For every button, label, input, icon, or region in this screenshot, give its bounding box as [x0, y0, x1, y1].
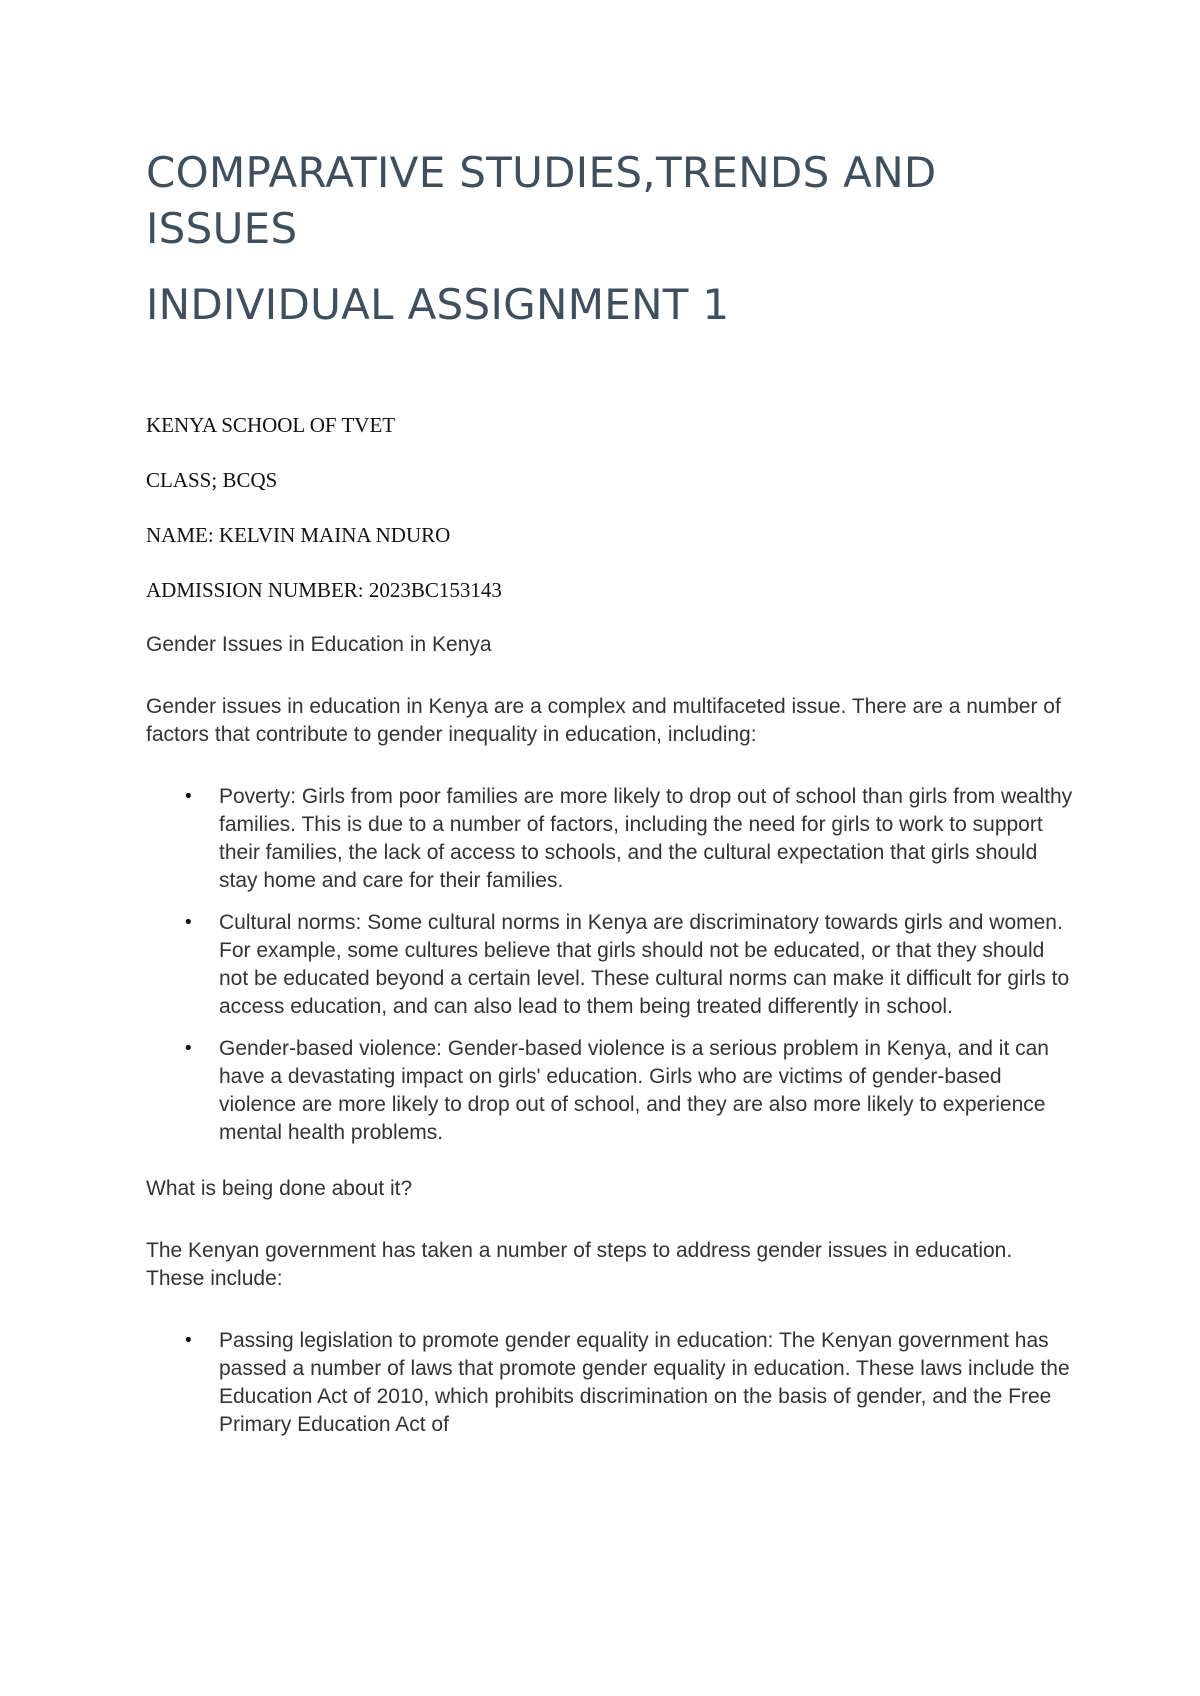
factors-list — [146, 783, 1076, 1147]
document-body — [146, 145, 1076, 1453]
class-line: CLASS; BCQS — [146, 468, 278, 492]
measure-text: Passing legislation to promote gender equality in education: The Kenyan government has passed a number of laws that promote gender equality in education. These laws include the Education Act of 2010, which prohibits discrimination on the basis of gender, and the Free Primary Education Act of — [219, 1329, 1070, 1436]
section-heading: Gender Issues in Education in Kenya — [146, 633, 492, 656]
bullet-icon: • — [183, 1330, 194, 1351]
name-line: NAME: KELVIN MAINA NDURO — [146, 523, 451, 547]
factor-text: Poverty: Girls from poor families are more likely to drop out of school than girls from wealthy families. This is due to a number of factors, including the need for girls to work to support their families, the lack of access to schools, and the cultural expectation that girls should stay home and care for their families. — [219, 785, 1073, 892]
factor-text: Cultural norms: Some cultural norms in Kenya are discriminatory towards girls and women. For example, some cultures believe that girls should not be educated, or that they should not be educated beyond a certain level. These cultural norms can make it difficult for girls to access education, and can also lead to them being treated differently in school. — [219, 911, 1070, 1018]
assignment-subtitle: INDIVIDUAL ASSIGNMENT 1 — [146, 280, 730, 329]
bullet-icon: • — [183, 1038, 194, 1059]
list-item — [146, 909, 1076, 1021]
list-item — [146, 1327, 1076, 1439]
measures-list — [146, 1327, 1076, 1439]
factor-text: Gender-based violence: Gender-based violence is a serious problem in Kenya, and it can have a devastating impact on girls' education. Girls who are victims of gender-based violence are more likely to drop out of school, and they are also more likely to experience mental health problems. — [219, 1037, 1049, 1144]
list-item — [146, 783, 1076, 895]
admission-line: ADMISSION NUMBER: 2023BC153143 — [146, 578, 502, 602]
response-paragraph: The Kenyan government has taken a number of steps to address gender issues in education. These include: — [146, 1239, 1013, 1290]
bullet-icon: • — [183, 912, 194, 933]
bullet-icon: • — [183, 786, 194, 807]
list-item — [146, 1035, 1076, 1147]
question-heading: What is being done about it? — [146, 1177, 413, 1200]
school-line: KENYA SCHOOL OF TVET — [146, 413, 396, 437]
document-title: COMPARATIVE STUDIES,TRENDS AND ISSUES — [146, 148, 937, 253]
intro-paragraph: Gender issues in education in Kenya are a complex and multifaceted issue. There are a number of factors that contribute to gender inequality in education, including: — [146, 695, 1061, 746]
student-details — [146, 411, 1076, 604]
